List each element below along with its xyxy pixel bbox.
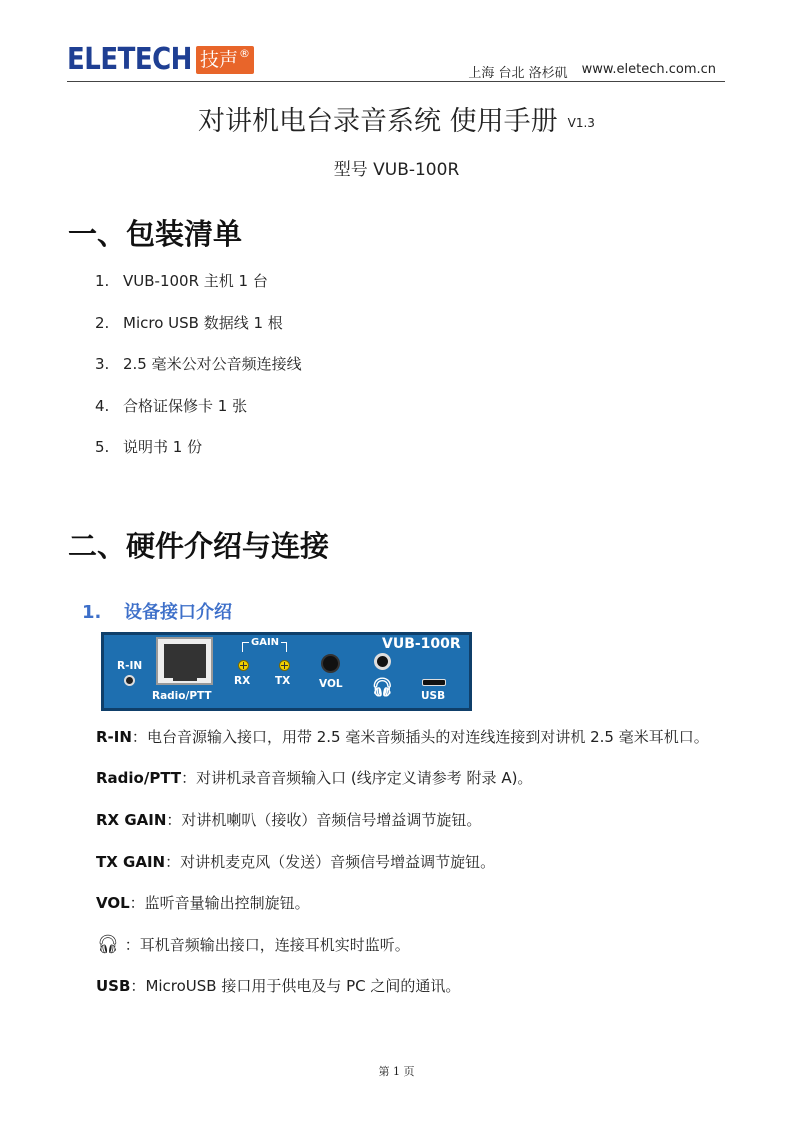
list-item: 5. 说明书 1 份 [95, 438, 203, 456]
packing-list [95, 270, 302, 478]
list-item: 2. Micro USB 数据线 1 根 [95, 313, 283, 332]
desc-vol: VOL：监听音量输出控制旋钮。 [96, 894, 310, 912]
company-logo [67, 44, 254, 76]
tx-label: TX [275, 675, 291, 687]
headphones-icon: 🎧︎ [371, 677, 394, 698]
device-panel-diagram [101, 632, 472, 711]
header-divider [67, 81, 725, 82]
registered-mark: ® [238, 47, 250, 60]
logo-cn-badge [196, 46, 254, 74]
vol-label: VOL [319, 678, 343, 690]
document-model: 型号 VUB-100R [333, 160, 460, 180]
rj45-port [156, 637, 213, 685]
document-title [0, 99, 793, 138]
usb-port [422, 679, 446, 686]
section-heading-hardware: 二、硬件介绍与连接 [68, 529, 330, 563]
header-website: www.eletech.com.cn [581, 62, 716, 77]
list-item: 1. VUB-100R 主机 1 台 [95, 272, 268, 290]
section-heading-packing-list: 一、包装清单 [68, 217, 243, 251]
vol-knob [321, 654, 340, 673]
title-main: 对讲机电台录音系统 使用手册 [198, 106, 558, 137]
desc-tx-gain: TX GAIN：对讲机麦克风（发送）音频信号增益调节旋钮。 [96, 853, 496, 871]
r-in-jack [124, 675, 135, 686]
list-item: 3. 2.5 毫米公对公音频连接线 [95, 355, 302, 373]
radio-ptt-label: Radio/PTT [152, 690, 212, 702]
logo-cn-text: 技声 [199, 49, 238, 71]
tx-gain-knob [279, 660, 290, 671]
desc-r-in: R-IN：电台音源输入接口，用带 2.5 毫米音频插头的对连线连接到对讲机 2.5 毫米耳机口。 [96, 728, 709, 746]
rx-gain-knob [238, 660, 249, 671]
panel-model-label: VUB-100R [382, 636, 461, 652]
desc-rx-gain: RX GAIN：对讲机喇叭（接收）音频信号增益调节旋钮。 [96, 811, 482, 829]
gain-label: GAIN [251, 637, 280, 648]
desc-usb: USB：MicroUSB 接口用于供电及与 PC 之间的通讯。 [96, 977, 461, 995]
title-version: V1.3 [567, 115, 595, 130]
desc-headphone: 🎧︎ ：耳机音频输出接口，连接耳机实时监听。 [96, 934, 410, 955]
usb-label: USB [421, 690, 446, 702]
desc-radio-ptt: Radio/PTT：对讲机录音音频输入口 (线序定义请参考 附录 A)。 [96, 769, 533, 787]
subsection-heading-interfaces: 1. 设备接口介绍 [82, 602, 232, 623]
header-locations: 上海 台北 洛杉矶 [468, 66, 568, 81]
headphones-icon: 🎧︎ [96, 934, 120, 955]
rx-label: RX [234, 675, 251, 687]
logo-text: ELETECH [67, 42, 192, 78]
page-number: 第 1 页 [378, 1065, 415, 1078]
headphone-jack [374, 653, 391, 670]
r-in-label: R-IN [117, 660, 143, 672]
header-info [468, 62, 716, 81]
list-item: 4. 合格证保修卡 1 张 [95, 396, 248, 415]
